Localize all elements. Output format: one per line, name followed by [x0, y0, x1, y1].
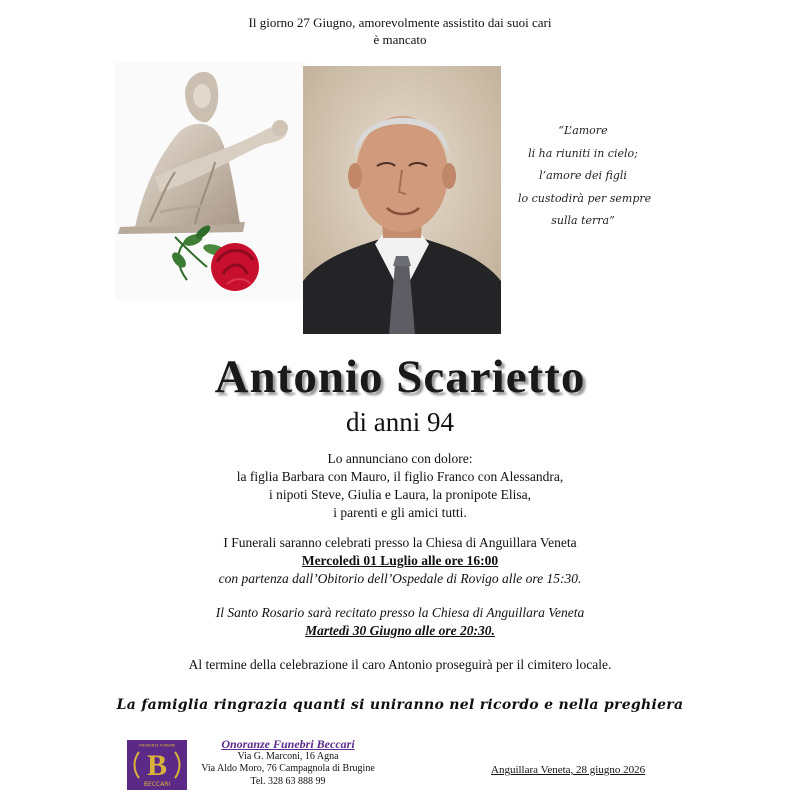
company-name: Onoranze Funebri Beccari	[221, 737, 355, 751]
rosary-location: Il Santo Rosario sarà recitato presso la Chiesa di Anguillara Veneta	[215, 605, 585, 620]
logo-letter: B	[146, 749, 168, 782]
rosary-datetime: Martedì 30 Giugno alle ore 20:30.	[305, 623, 495, 638]
header-announcement	[0, 14, 800, 48]
company-logo	[127, 740, 187, 790]
deceased-portrait-photo	[303, 66, 501, 334]
quote-line: sulla terra”	[551, 214, 615, 227]
header-line-2: è mancato	[373, 32, 427, 47]
announcement-line: i parenti e gli amici tutti.	[333, 505, 467, 520]
place-and-date: Anguillara Veneta, 28 giugno 2026	[491, 764, 646, 776]
announcement-line: Lo annunciano con dolore:	[327, 451, 473, 466]
deceased-age: di anni 94	[346, 407, 454, 437]
announcement-line: i nipoti Steve, Giulia e Laura, la pronipote Elisa,	[268, 487, 532, 502]
closing-text: Al termine della celebrazione il caro Antonio proseguirà per il cimitero locale.	[188, 657, 612, 672]
rosary-datetime-wrap	[0, 622, 800, 640]
quote-line: l’amore dei figli	[539, 169, 627, 182]
quote-line: li ha riuniti in cielo;	[528, 146, 638, 160]
company-address-1: Via G. Marconi, 16 Agna	[237, 750, 339, 762]
logo-tagline: ONORANZE FUNEBRI	[138, 743, 176, 748]
quote-line: “L’amore	[558, 124, 608, 137]
deceased-name: Antonio Scarietto	[214, 351, 586, 403]
funeral-location: I Funerali saranno celebrati presso la Chiesa di Anguillara Veneta	[223, 535, 577, 550]
company-address-2: Via Aldo Moro, 76 Campagnola di Brugine	[201, 763, 375, 774]
header-line-1: Il giorno 27 Giugno, amorevolmente assistito dai suoi cari	[248, 15, 552, 30]
funeral-datetime: Mercoledì 01 Luglio alle ore 16:00	[301, 553, 499, 568]
quote-line: lo custodirà per sempre	[518, 191, 652, 205]
pieta-rose-image	[115, 62, 305, 300]
funeral-departure: con partenza dall’Obitorio dell’Ospedale di Rovigo alle ore 15:30.	[218, 571, 582, 586]
company-info	[200, 738, 376, 788]
announcement-line: la figlia Barbara con Mauro, il figlio Franco con Alessandra,	[236, 469, 564, 484]
memorial-quote	[518, 120, 652, 233]
company-phone: Tel. 328 63 888 99	[250, 775, 326, 787]
family-thanks: La famiglia ringrazia quanti si uniranno nel ricordo e nella preghiera	[116, 697, 684, 713]
logo-caption: BECCARI	[143, 781, 171, 788]
funeral-datetime-wrap	[0, 552, 800, 570]
